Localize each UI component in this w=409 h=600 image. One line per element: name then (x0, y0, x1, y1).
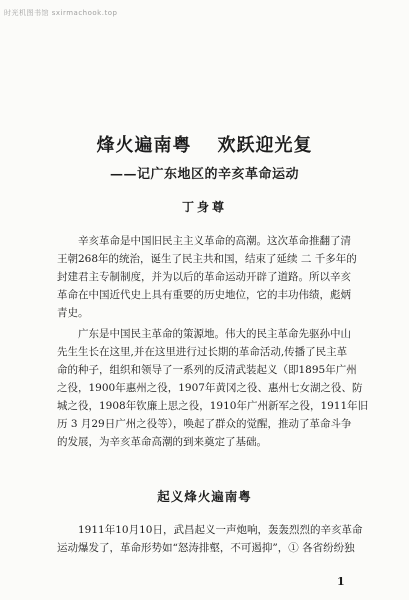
author-name: 丁身尊 (181, 200, 227, 214)
paragraph-intro (57, 232, 357, 322)
text-line: 封建君主专制制度，并为以后的革命运动开辟了道路。所以辛亥 (57, 271, 351, 283)
text-line: 的发展，为辛亥革命高潮的到来奠定了基础。 (57, 436, 267, 448)
text-line: 城之役，1908年钦廉上思之役，1910年广州新军之役，1911年旧 (57, 400, 369, 412)
article-subtitle: ——记广东地区的辛亥革命运动 (109, 167, 299, 182)
text-line: 革命在中国近代史上具有重要的历史地位，它的丰功伟绩，彪炳 (57, 289, 351, 301)
text-line: 王朝268年的统治，诞生了民主共和国，结束了延续 二 千多年的 (57, 253, 357, 265)
article-title-part-2: 欢跃迎光复 (217, 135, 313, 156)
text-line: 命的种子，组织和领导了一系列的反清武装起义（即1895年广州 (57, 364, 357, 376)
watermark-text: 时光机图书馆 sxirmachook.top (4, 9, 118, 17)
text-line: 历 3 月29日广州之役等），唤起了群众的觉醒，推动了革命斗争 (57, 418, 352, 430)
text-line: 运动爆发了，革命形势如“怒涛排壑，不可遏抑”，① 各省纷纷独 (57, 542, 355, 554)
text-line: 广东是中国民主革命的策源地。伟大的民主革命先驱孙中山 (78, 328, 351, 340)
text-line: 1911年10月10日，武昌起义一声炮响，轰轰烈烈的辛亥革命 (78, 524, 363, 536)
paragraph-uprising (57, 521, 363, 557)
text-line: 之役，1900年惠州之役，1907年黄冈之役、惠州七女湖之役、防 (57, 382, 363, 394)
text-line: 青史。 (57, 307, 89, 319)
section-heading: 起义烽火遍南粤 (157, 489, 252, 504)
text-line: 辛亥革命是中国旧民主主义革命的高潮。这次革命推翻了清 (78, 235, 351, 247)
paragraph-guangdong (57, 325, 369, 451)
article-title (0, 131, 409, 157)
page-number: 1 (337, 575, 345, 588)
article-title-part-1: 烽火遍南粤 (96, 135, 192, 156)
text-line: 先生生长在这里,并在这里进行过长期的革命活动,传播了民主革 (57, 346, 348, 358)
